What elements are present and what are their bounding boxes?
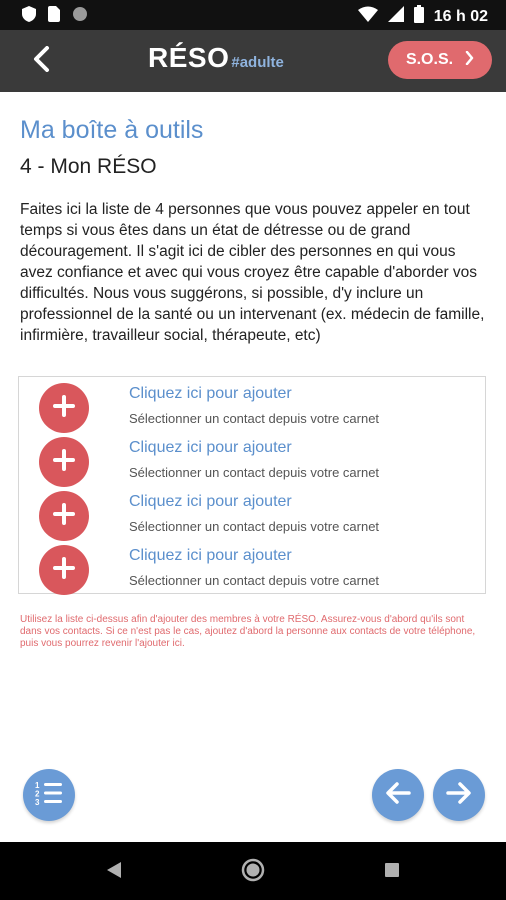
nav-home-button[interactable] bbox=[237, 856, 269, 888]
contact-row-subtitle: Sélectionner un contact depuis votre carnet bbox=[129, 573, 380, 588]
arrow-right-icon bbox=[446, 781, 472, 810]
status-time: 16 h 02 bbox=[433, 7, 488, 25]
next-button[interactable] bbox=[433, 769, 485, 821]
contact-row-title: Cliquez ici pour ajouter bbox=[129, 493, 292, 510]
add-contact-button[interactable] bbox=[39, 545, 89, 595]
add-contact-button[interactable] bbox=[39, 491, 89, 541]
logo-tag: #adulte bbox=[231, 54, 284, 71]
arrow-left-icon bbox=[385, 781, 411, 810]
nav-back-button[interactable] bbox=[98, 856, 130, 888]
contact-row-title: Cliquez ici pour ajouter bbox=[129, 439, 292, 456]
sos-label: S.O.S. bbox=[405, 51, 454, 68]
previous-button[interactable] bbox=[372, 769, 424, 821]
circle-icon bbox=[72, 6, 88, 27]
svg-text:1: 1 bbox=[35, 780, 40, 790]
plus-icon bbox=[53, 395, 75, 422]
page-title: Ma boîte à outils bbox=[20, 116, 204, 144]
page-subtitle: 4 - Mon RÉSO bbox=[20, 155, 157, 178]
numbered-list-icon bbox=[35, 780, 63, 811]
contact-row-title: Cliquez ici pour ajouter bbox=[129, 547, 292, 564]
back-triangle-icon bbox=[106, 861, 122, 884]
chevron-right-icon bbox=[465, 51, 474, 70]
add-contact-row-2[interactable] bbox=[39, 433, 479, 487]
add-contact-row-3[interactable] bbox=[39, 487, 479, 541]
plus-icon bbox=[53, 557, 75, 584]
contact-list bbox=[18, 376, 486, 594]
wifi-icon bbox=[358, 6, 378, 27]
recents-square-icon bbox=[384, 862, 400, 883]
contact-row-subtitle: Sélectionner un contact depuis votre carnet bbox=[129, 411, 380, 426]
intro-text: Faites ici la liste de 4 personnes que vous pouvez appeler en tout temps si vous êtes dans un état de détresse ou de grand découragement. Il s'agit ici de cibler des personnes en qui vous avez confiance et avec qui vous croyez être capable d'aborder vos difficultés. Nous vous suggérons, si possible, d'y inclure un professionnel de la santé ou un intervenant (ex. médecin de famille, infirmière, travailleur social, thérapeute, etc) bbox=[20, 201, 485, 344]
app-bar bbox=[0, 30, 506, 92]
add-contact-row-1[interactable] bbox=[39, 379, 479, 433]
help-note: Utilisez la liste ci-dessus afin d'ajouter des membres à votre RÉSO. Assurez-vous d'abord qu'ils sont dans vos contacts. Si ce n'est pas le cas, ajoutez d'abord la personne aux contacts de votre téléphone, puis vous pourrez revenir l'ajouter ici. bbox=[20, 614, 476, 649]
add-contact-button[interactable] bbox=[39, 383, 89, 433]
svg-text:3: 3 bbox=[35, 797, 40, 806]
add-contact-row-4[interactable] bbox=[39, 541, 479, 595]
app-logo bbox=[148, 42, 284, 74]
plus-icon bbox=[53, 449, 75, 476]
home-circle-icon bbox=[241, 858, 265, 887]
system-nav-bar bbox=[0, 842, 506, 900]
contact-row-title: Cliquez ici pour ajouter bbox=[129, 385, 292, 402]
signal-icon bbox=[388, 6, 404, 27]
contact-row-subtitle: Sélectionner un contact depuis votre carnet bbox=[129, 465, 380, 480]
sim-card-icon bbox=[48, 6, 60, 27]
chevron-left-icon bbox=[32, 46, 50, 77]
logo-main: RÉSO bbox=[148, 42, 230, 73]
nav-recents-button[interactable] bbox=[376, 856, 408, 888]
back-button[interactable] bbox=[22, 42, 60, 80]
add-contact-button[interactable] bbox=[39, 437, 89, 487]
sos-button[interactable] bbox=[388, 41, 492, 79]
contact-row-subtitle: Sélectionner un contact depuis votre carnet bbox=[129, 519, 380, 534]
menu-button[interactable] bbox=[23, 769, 75, 821]
battery-icon bbox=[414, 5, 424, 28]
shield-icon bbox=[22, 6, 36, 27]
main-content bbox=[20, 92, 490, 346]
svg-text:2: 2 bbox=[35, 789, 40, 798]
status-bar bbox=[0, 0, 506, 30]
plus-icon bbox=[53, 503, 75, 530]
